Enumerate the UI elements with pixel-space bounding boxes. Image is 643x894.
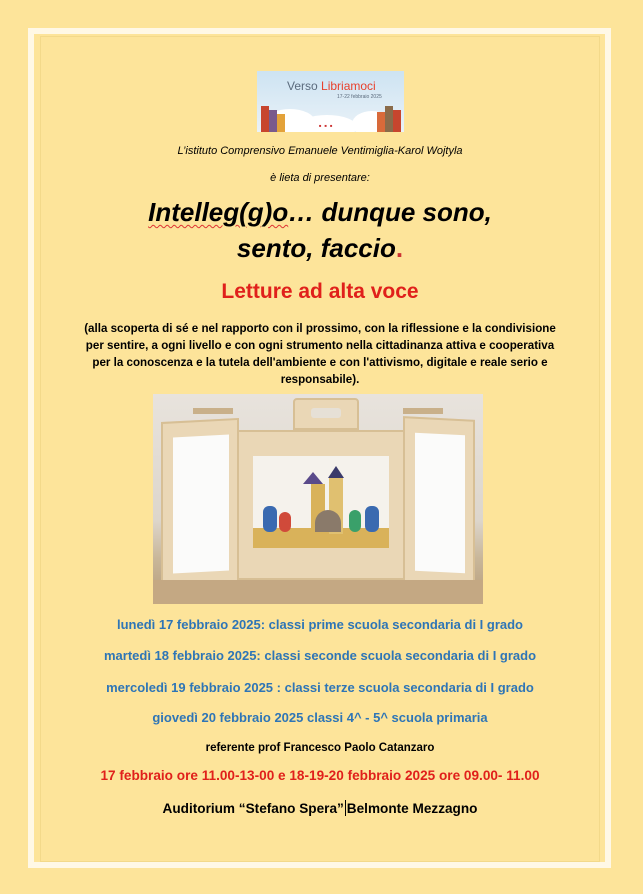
venue-town: Belmonte Mezzagno — [346, 801, 478, 816]
title-line-1: Intelleg(g)o… dunque sono, — [148, 197, 492, 227]
text-cursor — [345, 800, 346, 816]
sponsor-marks: ■ ■ ■ — [319, 123, 334, 128]
referent: referente prof Francesco Paolo Catanzaro — [205, 742, 435, 754]
institute-name: L’istituto Comprensivo Emanuele Ventimiglia-Karol Wojtyla — [177, 145, 463, 157]
schedule-item: martedì 18 febbraio 2025: classi seconde scuola secondaria di I grado — [103, 648, 537, 663]
title-underlined-word: Intelleg(g)o — [148, 197, 289, 227]
schedule-item: lunedì 17 febbraio 2025: classi prime scuola secondaria di I grado — [116, 617, 524, 632]
logo-dates: 17-22 febbraio 2025 — [337, 94, 382, 100]
schedule-item: giovedì 20 febbraio 2025 classi 4^ - 5^ scuola primaria — [152, 710, 488, 725]
description: (alla scoperta di sé e nel rapporto con il prossimo, con la riflessione e la condivisione per sentire, a ogni livello e con ogni strumento nella cittadinanza attiva e cooperativa per la conoscenza e la tutela dell'ambiente e con l'attivismo, digitale e reale serio e responsabile). — [84, 322, 556, 386]
title-line-2: sento, faccio. — [236, 233, 404, 263]
kamishibai-photo — [153, 394, 483, 604]
schedule-item: mercoledì 19 febbraio 2025 : classi terze scuola secondaria di I grado — [106, 680, 534, 695]
logo-text: Verso Libriamoci — [287, 79, 376, 93]
event-times: 17 febbraio ore 11.00-13-00 e 18-19-20 febbraio 2025 ore 09.00- 11.00 — [100, 768, 540, 783]
venue-place: Auditorium “Stefano Spera” — [162, 801, 344, 816]
venue — [40, 800, 600, 816]
libriamoci-logo — [257, 71, 404, 132]
subtitle: Letture ad alta voce — [221, 280, 419, 303]
intro-text: è lieta di presentare: — [270, 172, 370, 184]
